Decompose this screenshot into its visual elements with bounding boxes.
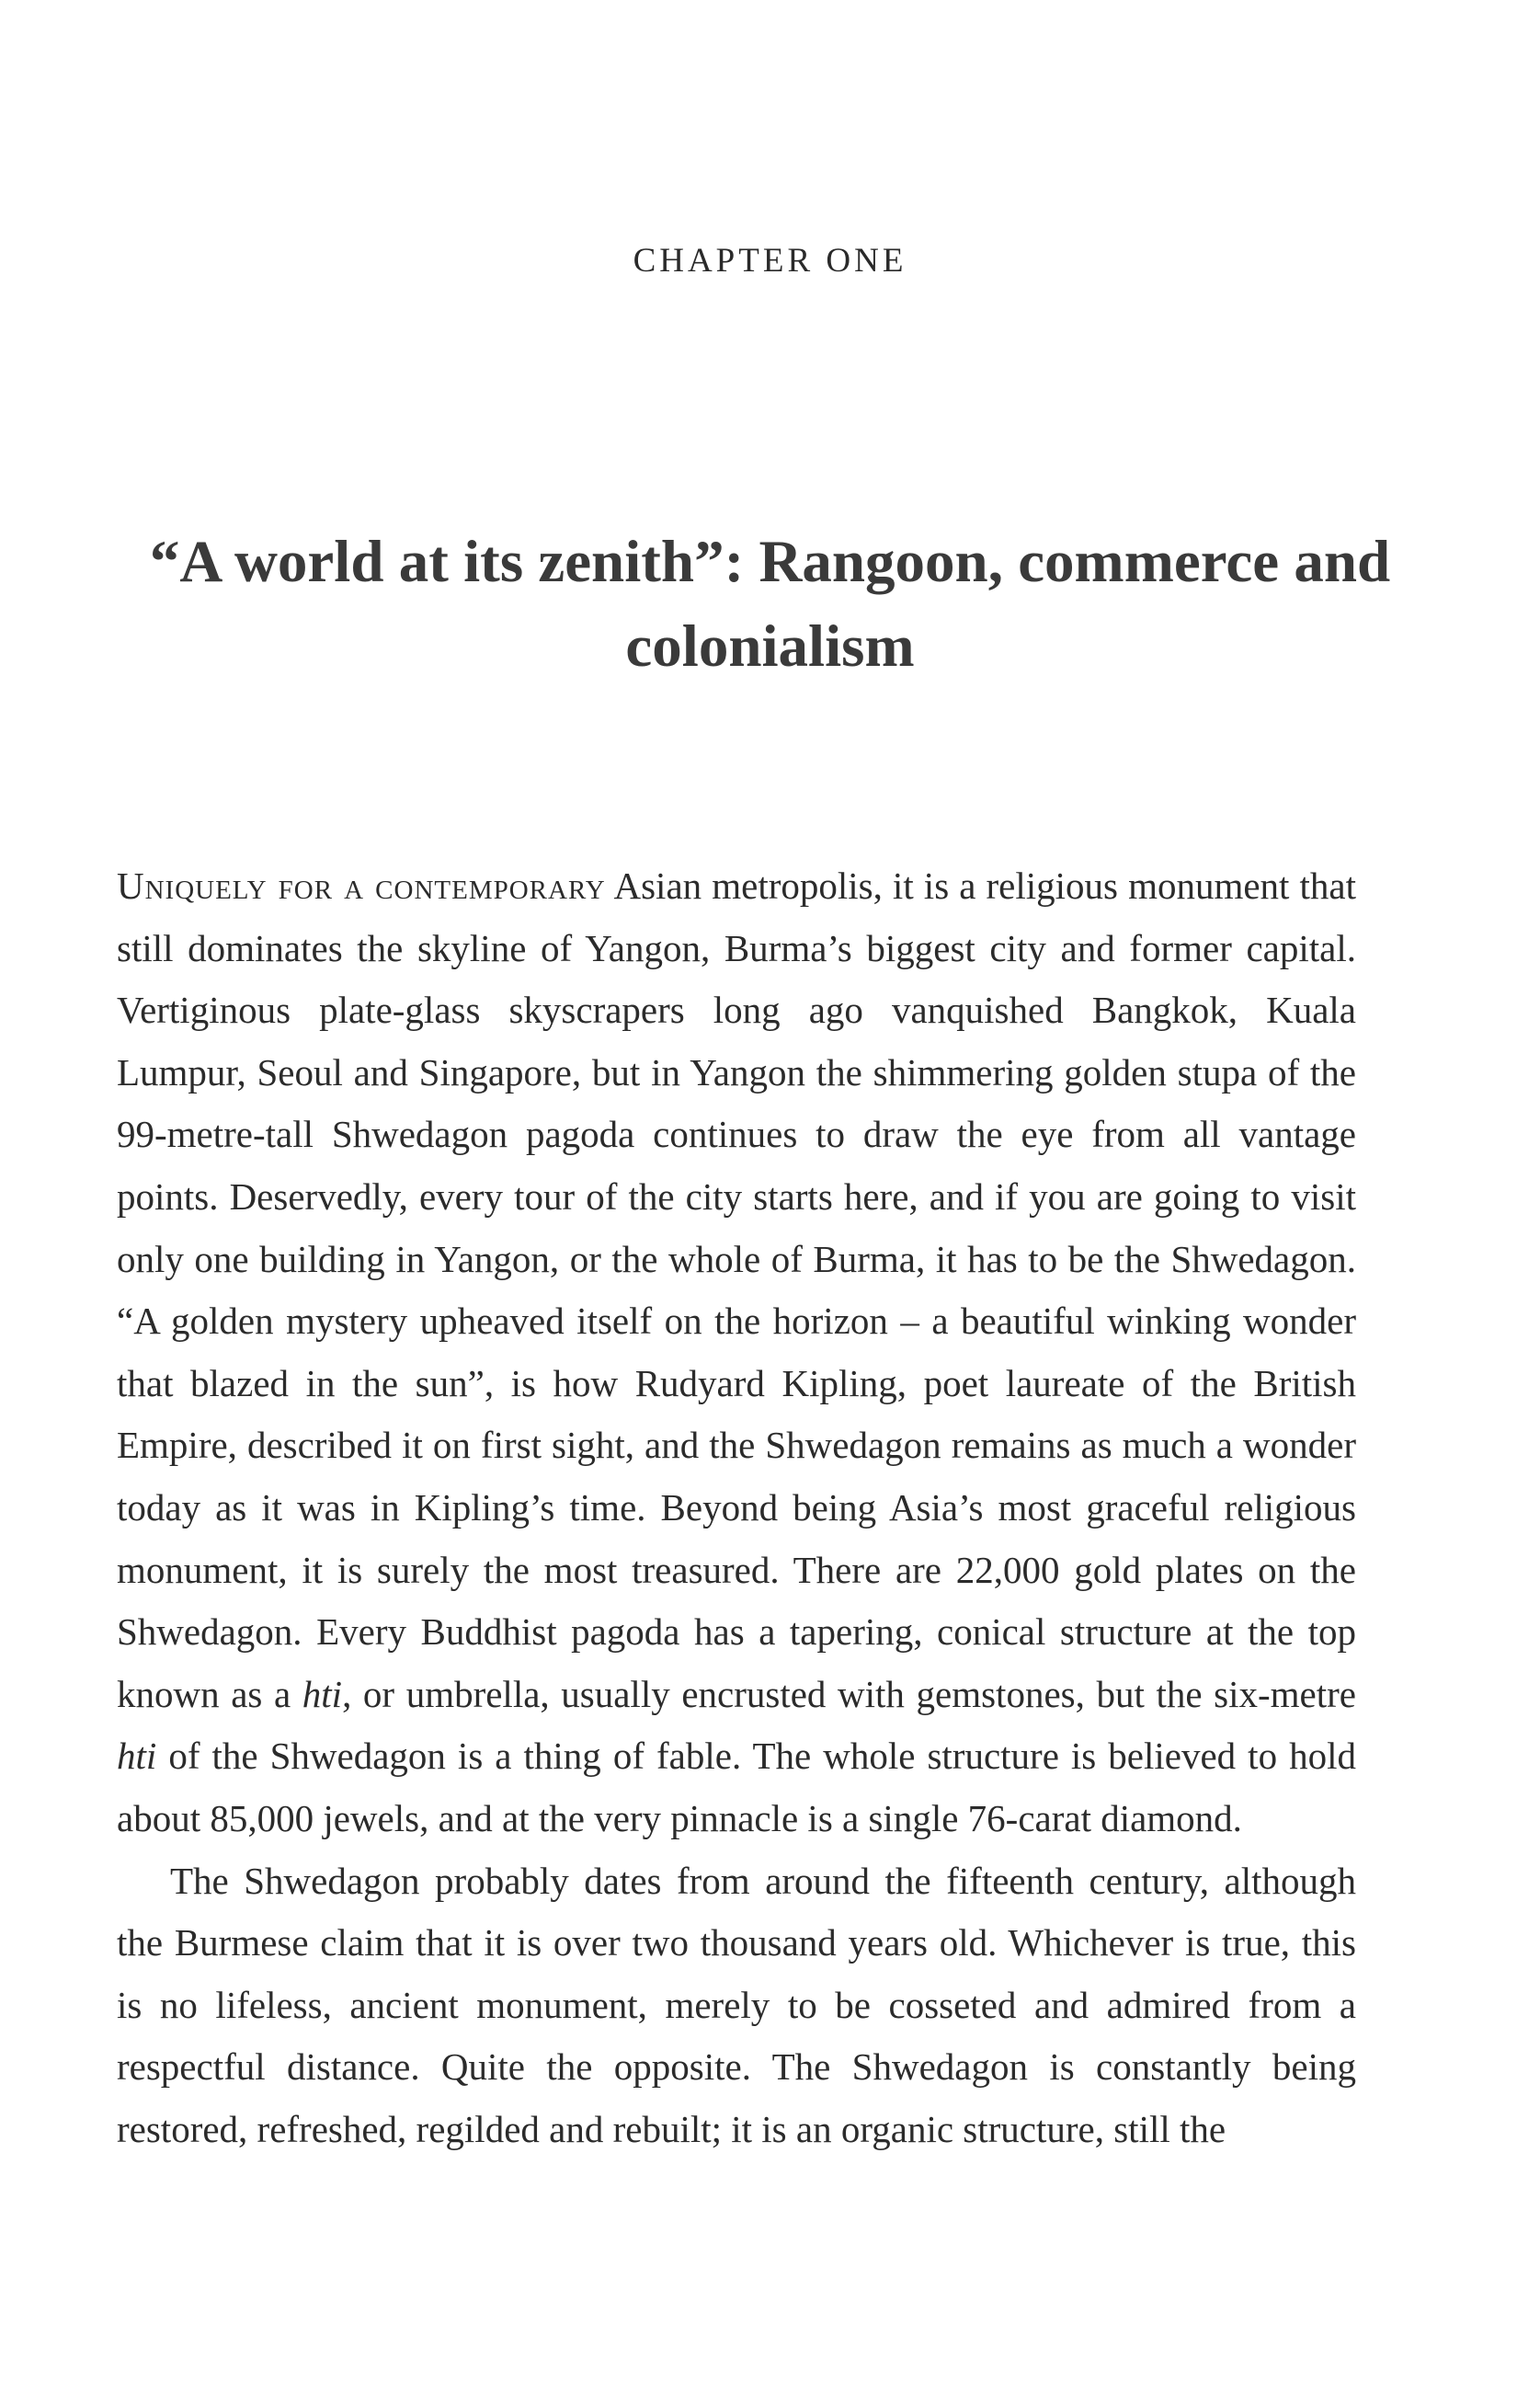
italic-term: hti	[302, 1672, 343, 1715]
chapter-title: “A world at its zenith”: Rangoon, commerce and colonialism	[149, 529, 1391, 680]
italic-term: hti	[117, 1735, 157, 1778]
paragraph-1	[117, 855, 1356, 1850]
paragraph-segment: Asian metropolis, it is a religious monument that still dominates the skyline of Yangon, Burma’s biggest city and former capital. Vertiginous plate-glass skyscrapers long ago vanquished Bangkok, Kuala Lumpur, Seoul and Singapore, but in Yangon the shimmering golden stupa of the 99-metre-tall Shwedagon pagoda continues to draw the eye from all vantage points. Deservedly, every tour of the city starts here, and if you are going to visit only one building in Yangon, or the whole of Burma, it has to be the Shwedagon. “A golden mystery upheaved itself on the horizon – a beautiful winking wonder that blazed in the sun”, is how Rudyard Kipling, poet laureate of the British Empire, described it on first sight, and the Shwedagon remains as much a wonder today as it was in Kipling’s time. Beyond being Asia’s most graceful religious monument, it is surely the most treasured. There are 22,000 gold plates on the Shwedagon. Every Buddhist pagoda has a tapering, conical structure at the top known as a	[117, 865, 1357, 1715]
paragraph-segment: , or umbrella, usually encrusted with gemstones, but the six-metre	[342, 1672, 1356, 1715]
chapter-label: CHAPTER ONE	[633, 242, 907, 280]
paragraph-segment: of the Shwedagon is a thing of fable. The whole structure is believed to hold about 85,000 jewels, and at the very pinnacle is a single 76-carat diamond.	[117, 1735, 1356, 1839]
body-text	[117, 855, 1356, 2160]
paragraph-2: The Shwedagon probably dates from around the fifteenth century, although the Burmese claim that it is over two thousand years old. Whichever is true, this is no lifeless, ancient monument, merely to be cosseted and admired from a respectful distance. Quite the opposite. The Shwedagon is constantly being restored, refreshed, regilded and rebuilt; it is an organic structure, still the	[117, 1859, 1356, 2150]
paragraph-lead: Uniquely for a contemporary	[117, 865, 606, 907]
